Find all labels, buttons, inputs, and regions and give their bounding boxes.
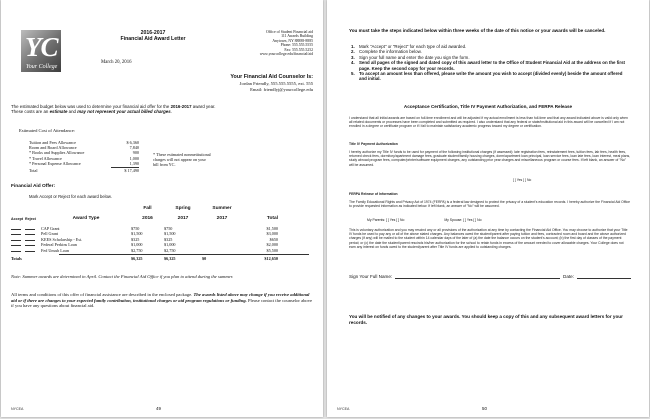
- award-table: [11, 226, 311, 253]
- letter-date: March 20, 2016: [101, 60, 132, 65]
- coa-label: Room and Board Allowance: [29, 145, 77, 151]
- award-total: $3,000: [266, 231, 278, 237]
- intro-text: The estimated budget below was used to determine your financial aid offer for the: [11, 104, 170, 109]
- col-reject: Reject: [25, 217, 36, 221]
- coa-value: 900: [132, 150, 139, 156]
- college-logo: [21, 30, 61, 72]
- award-spring: $2,750: [164, 247, 176, 253]
- col-year-1: 2016: [142, 216, 153, 221]
- parents-yes-no[interactable]: [ ] Yes [ ] No: [386, 218, 405, 222]
- office-line: 111 Awards Building: [281, 34, 313, 39]
- col-total: Total: [266, 216, 278, 221]
- intro-estimate: estimate: [49, 109, 68, 115]
- date-field[interactable]: [577, 274, 631, 279]
- step-number: 4.: [351, 60, 355, 66]
- office-line: Anytown, NY 88888-8885: [272, 38, 313, 43]
- award-column-headers: [11, 216, 311, 221]
- award-total: $1,500: [266, 226, 278, 231]
- coa-heading: Estimated Cost of Attendance:: [19, 128, 76, 133]
- office-line: www.yourcollege.edu/financial/aid: [259, 52, 313, 57]
- voluntary-authorization-text: This is voluntary authorization and you may rescind any or all provisions of the authorization at any time by contacting the Financial Aid Office. You may choose to authorize that your Title IV funds be used to pay any or all of the above stated charges. Any balances owed the student/parent after paying tuition and fees, contracted room and board and the above authorized charges (if any) will be mailed to the student within 14 calendar days of the later of (a) the date the balance occurs on the student's account; (b) the first day of classes of the payment period; or (c) the date the student/parent rescinds his/her authorization for the school to retain funds in excess of the amount needed to cover allowable charges. Your College does not earn any interest on funds owed to the student/parent after Title IV funds are applied to outstanding charges.: [349, 228, 628, 249]
- ferpa-text: The Family Educational Rights and Privacy Act of 1974 (FERPA) is a federal law designed to protect the privacy of a student's education records. I hereby authorize the Financial Aid Office to provide requested information as indicated below. If left blank, an answer of "No" will be assumed.: [349, 200, 630, 209]
- footer-left: NYCEA: [337, 407, 350, 411]
- counselor-email: Email: friendlyj@yourcollege.edu: [250, 86, 313, 92]
- award-total: $5,500: [266, 247, 278, 253]
- counselor-heading: Your Financial Aid Counselor Is:: [230, 74, 313, 80]
- col-award-type: Award Type: [72, 216, 100, 221]
- step-text: To accept an amount less than offered, please write the amount you wish to accept (divided evenly) beside the amount offered and initial.: [359, 71, 623, 82]
- ferpa-release-options: [367, 218, 627, 222]
- title-iv-yes-no[interactable]: [ ] Yes [ ] No: [513, 178, 532, 182]
- intro-and: and: [68, 109, 76, 115]
- coa-table: [29, 140, 149, 166]
- logo-text: Your College: [26, 64, 58, 70]
- award-spring: $1,500: [164, 231, 176, 237]
- terms-contact: Please contact the counselor above if you have any questions about financial aid.: [11, 297, 313, 309]
- intro-text-2: award year.: [192, 104, 216, 109]
- letter-year: 2016-2017: [140, 30, 166, 36]
- award-type: CAP Grant: [41, 226, 60, 231]
- term-headers: [131, 206, 261, 211]
- parents-release[interactable]: [367, 218, 404, 222]
- office-line: Office of Student Financial aid: [266, 30, 313, 34]
- office-line: Fax: 555.555.5252: [284, 47, 313, 52]
- coa-label: Tuition and Fees Allowance: [29, 140, 76, 145]
- totals-spring: $6,325: [164, 256, 176, 261]
- totals-label: Totals: [11, 256, 22, 261]
- coa-total-value: $ 17,490: [124, 168, 139, 173]
- coa-value: 1,000: [129, 155, 139, 161]
- title-iv-heading: Title IV Payment Authorization: [349, 142, 398, 146]
- step-item: [351, 60, 631, 71]
- footer-left: NYCEA: [11, 407, 24, 411]
- award-total: $650: [269, 236, 278, 242]
- intro-disclaimer: may not represent your actual billed charges: [77, 109, 171, 115]
- step-number: 1.: [351, 44, 355, 49]
- coa-value: 7,840: [129, 145, 139, 151]
- term-spring: Spring: [175, 206, 191, 211]
- award-fall: $750: [131, 226, 140, 231]
- step-text: Complete the information below.: [359, 49, 422, 55]
- award-spring: $325: [164, 236, 173, 242]
- offer-heading: Financial Aid Offer:: [11, 184, 56, 189]
- intro-period: .: [170, 109, 172, 115]
- col-accept: Accept: [11, 217, 23, 221]
- award-type: Federal Perkins Loan: [41, 242, 77, 248]
- counselor-contact: Jordan Friendly, 555.555.5555, ext. 555: [239, 81, 313, 86]
- award-type: KEES Scholarship - Est.: [41, 236, 83, 242]
- award-fall: $1,000: [131, 242, 143, 248]
- coa-label: * Travel Allowance: [29, 155, 62, 161]
- award-spring: $1,000: [164, 242, 176, 248]
- award-type: Pell Grant: [41, 231, 59, 237]
- intro-text-3: These costs are an: [11, 109, 49, 115]
- deadline-heading: You must take the steps indicated below within three weeks of the date of this notice or your awards will be canceled.: [349, 28, 606, 33]
- signature-line: [349, 274, 631, 279]
- summer-note: Note: Summer awards are determined in April. Contact the Financial Aid Office if you plan to attend during the summer.: [11, 274, 234, 279]
- totals-total: $12,650: [264, 256, 278, 261]
- step-number: 2.: [351, 49, 355, 55]
- ferpa-heading: FERPA Release of Information: [349, 192, 398, 196]
- accept-blank[interactable]: [11, 248, 25, 253]
- closing-note: You will be notified of any changes to your awards. You should keep a copy of this and any subsequent award letters for your records.: [349, 314, 623, 325]
- title-iv-text: I hereby authorize my Title IV funds to be used for payment of the following institutional charges (if assessed): late registration fees, reinstatement fees, tuition fees, lab fees, health fees, returned check fees, dormitory/apartment damage fees, graduate student/family housing charges, dorm/apartment loan principal, loan service fees, loan late fees, loan interest, meal plans, study abroad program fees, computer/printer/software equipment charges, any outstanding prior year charges and miscellaneous program or course fees. If left blank, an answer of "No" will be assumed.: [349, 150, 631, 167]
- sign-label: Sign Your Full Name:: [349, 274, 393, 279]
- coa-value: $ 6,360: [126, 140, 139, 145]
- page-number: 49: [156, 406, 161, 411]
- step-text: Send all pages of the signed and dated copy of this award letter to the Office of Student Financial Aid at the address on the first page. Keep the second copy for your records.: [359, 60, 625, 71]
- term-fall: Fall: [143, 206, 152, 211]
- coa-label: * Books and Supplies Allowance: [29, 150, 85, 156]
- coa-total-label: Total: [29, 168, 38, 173]
- signature-field[interactable]: [395, 274, 560, 279]
- award-type: Fed Unsub Loan: [41, 247, 69, 253]
- coa-label: * Personal Expense Allowance: [29, 160, 81, 166]
- spouse-label: My Spouse:: [444, 218, 463, 222]
- intro-year: 2016-2017: [170, 104, 192, 109]
- certification-title: Acceptance Certification, Title IV Payment Authorization, and FERPA Release: [403, 104, 573, 109]
- terms-change-warning: The awards listed above may change if you receive additional aid or if there are changes to your expected family contribution, institutional charges or aid program regulations or funding.: [11, 292, 310, 303]
- step-item: [351, 71, 631, 82]
- col-year-2: 2017: [177, 216, 189, 221]
- totals-fall: $6,325: [131, 256, 143, 261]
- totals-summer: $0: [202, 256, 207, 261]
- award-row: [11, 248, 311, 253]
- intro-paragraph: [11, 104, 311, 115]
- coa-row: [29, 161, 139, 166]
- logo-letters: YC: [25, 32, 58, 62]
- award-spring: $750: [164, 226, 173, 231]
- steps-list: [351, 44, 631, 82]
- terms-paragraph: [11, 292, 313, 309]
- terms-text: All terms and conditions of this offer of financial assistance are described in the enclosed package.: [11, 292, 193, 297]
- award-fall: $2,750: [131, 247, 143, 253]
- step-number: 3.: [351, 54, 355, 60]
- coa-value: 1,390: [129, 160, 139, 166]
- reject-blank[interactable]: [25, 248, 41, 253]
- page-number: 50: [482, 406, 487, 411]
- award-total: $2,000: [266, 242, 278, 248]
- col-year-3: 2017: [216, 216, 228, 221]
- office-line: Phone: 555.555.5555: [280, 43, 313, 48]
- award-letter-page-2: [327, 0, 649, 417]
- offer-instruction: Mark Accept or Reject for each award below.: [29, 194, 112, 199]
- spouse-release[interactable]: [444, 218, 481, 222]
- certification-text: I understand that all initial awards are based on full-time enrollment and will be adjusted if my actual enrollment is less than full-time and that any award indicated above is valid only when all related documents or processes have been completed and submitted as required. I also understand that any federal or state/institutional aid in this award will be cancelled if I am not enrolled in a degree or certificate program or if I fail to maintain satisfactory academic progress toward my degree or certification.: [349, 116, 628, 129]
- term-summer: Summer: [212, 206, 232, 211]
- award-fall: $325: [131, 236, 140, 242]
- totals-row: [11, 256, 311, 261]
- spouse-yes-no[interactable]: [ ] Yes [ ] No: [463, 218, 482, 222]
- award-letter-page-1: [1, 0, 323, 417]
- letter-title: Financial Aid Award Letter: [120, 36, 186, 42]
- coa-note: * These estimated nonmetitutional charges will not appear on your bill from YC.: [153, 152, 211, 167]
- award-fall: $1,500: [131, 231, 143, 237]
- step-number: 5.: [351, 71, 355, 77]
- coa-total-row: [29, 168, 139, 173]
- parents-label: My Parents:: [367, 218, 386, 222]
- date-label: Date:: [563, 274, 574, 279]
- office-address: [233, 30, 313, 56]
- step-text: Mark "Accept" or "Reject" for each type of aid awarded.: [359, 44, 467, 49]
- step-text: Sign your full name and enter the date you sign the form.: [359, 54, 470, 60]
